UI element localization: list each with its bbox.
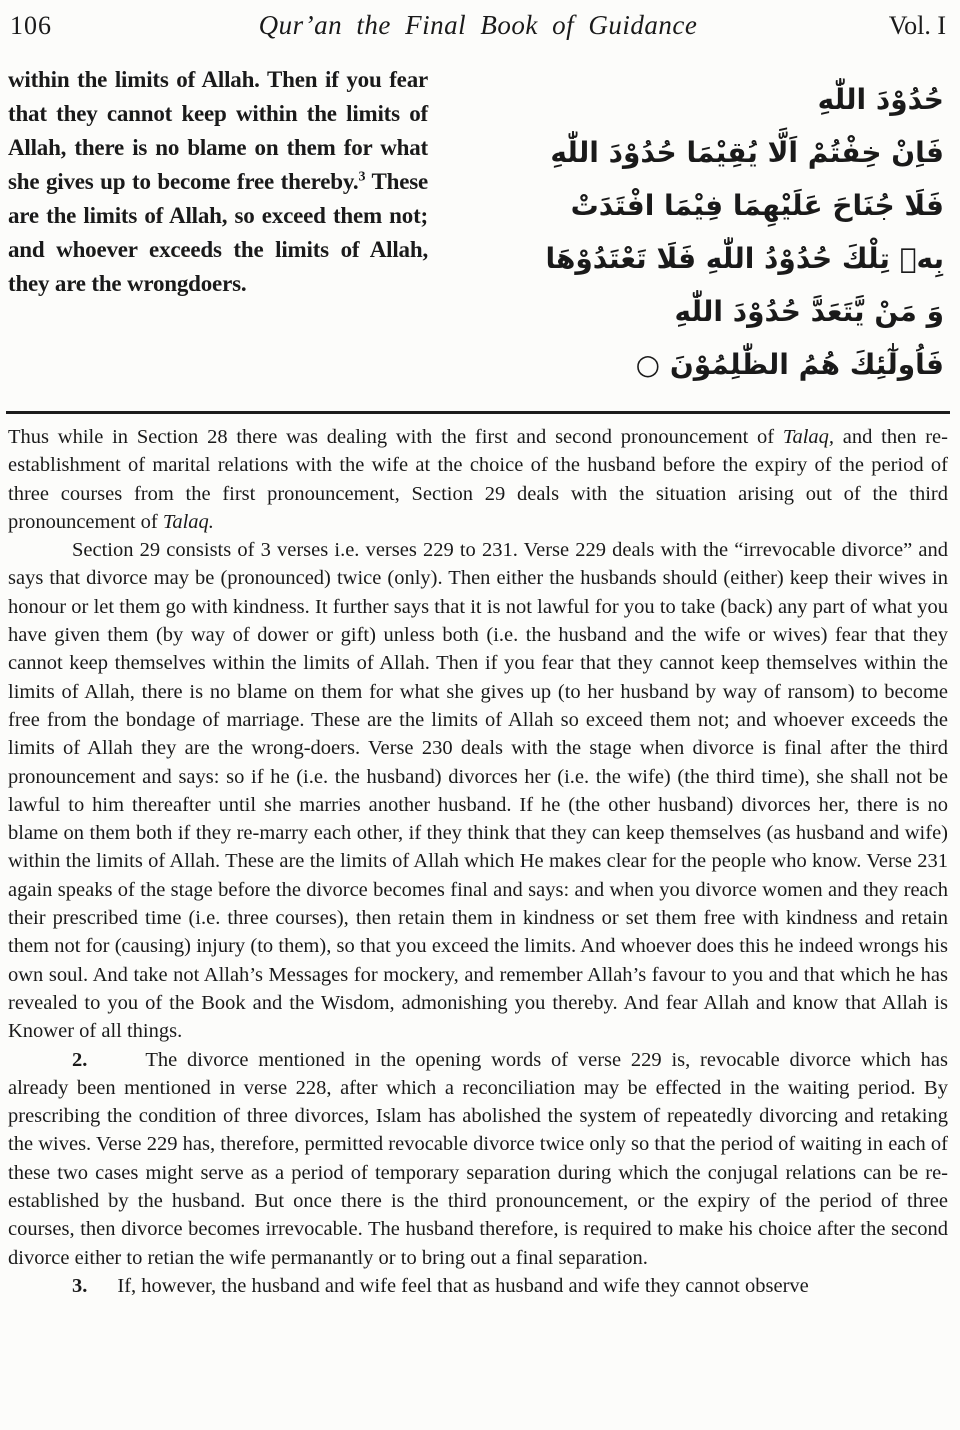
footnote-number: 3.	[72, 1274, 88, 1297]
italic-term-talaq: Talaq,	[782, 426, 835, 448]
commentary-paragraph-section-29: Section 29 consists of 3 verses i.e. verses 229 to 231. Verse 229 deals with the “irrevocable divorce” and says that divorce may be (pronounced) twice (only). Then either the husbands should (either) keep their wives in honour or let them go with kindness. It further says that it is not lawful for you to take (back) any part of what you have given them (by way of dower or gift) unless both (i.e. the husband and the wife or wives) fear that they cannot keep themselves within the limits of Allah. Then if you fear that they cannot keep themselves within the limits of Allah, there is no blame on them for what she gives up (to her husband by way of ransom) to become free from the bondage of marriage. These are the limits of Allah so exceed them not; and whoever exceeds the limits of Allah they are the wrong-doers. Verse 230 deals with the stage when divorce is final after the third pronouncement and says: so if he (i.e. the husband) divorces her (i.e. the wife) (the third time), she shall not be lawful to him thereafter until she marries another husband. If he (the other husband) divorces her, there is no blame on them both if they re-marry each other, if they think that they can keep themselves (as husband and wife) within the limits of Allah. These are the limits of Allah which He makes clear for the people who know. Verse 231 again speaks of the stage before the divorce becomes final and says: and when you divorce women and they reach their prescribed time (i.e. three courses), then retain them in kindness or set them free with kindness and retain them not for (causing) injury (to them), so that you exceed the limits. And whoever does this he indeed wrongs his own soul. And take not Allah’s Messages for mockery, and remember Allah’s favour to you and that which he has revealed to you of the Book and the Wisdom, admonishing you thereby. And fear Allah and know that Allah is Knower of all things.	[8, 539, 948, 1043]
footnote-text: The divorce mentioned in the opening words of verse 229 is, revocable divorce which has already been mentioned in verse 228, after which a reconciliation may be effected in the waiting period. By prescribing the condition of three divorces, Islam has abolished the system of repeatedly divorcing and retaking the wives. Verse 229 has, therefore, permitted revocable divorce twice only so that the period of waiting in each of these two cases might serve as a period of temporary separation during which the conjugal relations can be re-established by the husband. But once there is the third pronouncement, or the expiry of the period of three courses, then divorce becomes irrevocable. The husband therefore, is required to make his choice after the second divorce either to retian the wife permanantly or to bring out a final separation.	[8, 1048, 948, 1269]
arabic-verse-block	[428, 63, 960, 411]
commentary-text: Thus while in Section 28 there was dealing with the first and second pronouncement of	[8, 426, 783, 448]
arabic-verse-line: فَاُولٰٓئِكَ هُمُ الظّٰلِمُوْنَ ○	[635, 348, 944, 381]
section-divider-rule	[6, 411, 950, 414]
page-header	[0, 0, 960, 41]
footnote-reference-3: 3	[358, 169, 366, 185]
footnote-number: 2.	[72, 1048, 88, 1071]
verse-section	[0, 63, 960, 411]
arabic-verse-line: فَلَا جُنَاحَ عَلَيْهِمَا فِيْمَا افْتَدَتْ	[570, 189, 944, 222]
volume-label: Vol. I	[888, 11, 946, 40]
arabic-verse-line: حُدُوْدَ اللّٰهِ	[817, 83, 944, 116]
verse-translation-text: within the limits of Allah. Then if you fear that they cannot keep within the limits of Allah, there is no blame on them for what she gives up to become free thereby.	[8, 67, 428, 194]
arabic-verse-line: بِهٖ تِلْكَ حُدُوْدُ اللّٰهِ فَلَا تَعْتَدُوْهَا	[545, 242, 944, 275]
commentary-paragraph-intro	[8, 423, 948, 536]
verse-translation-text-continued: These are the limits of Allah, so exceed them not; and whoever exceeds the limits of Allah, they are the wrongdoers.	[8, 169, 429, 296]
italic-term-talaq: Talaq.	[162, 510, 214, 533]
footnote-text: If, however, the husband and wife feel that as husband and wife they cannot observe	[117, 1274, 809, 1297]
commentary-text: and then re-establishment of marital relations with the wife at the choice of the husband before the expiry of the period of three courses from the first pronouncement, Section 29 deals with the situation arising out of the third pronouncement of	[8, 426, 948, 533]
footnote-3	[8, 1272, 948, 1300]
footnote-2	[8, 1046, 948, 1272]
arabic-verse-line: وَ مَنْ يَّتَعَدَّ حُدُوْدَ اللّٰهِ	[674, 295, 944, 328]
page-number: 106	[10, 11, 52, 40]
book-title: Qur’an the Final Book of Guidance	[258, 10, 698, 40]
arabic-verse-line: فَاِنْ خِفْتُمْ اَلَّا يُقِيْمَا حُدُوْدَ اللّٰهِ	[550, 136, 944, 169]
commentary-body	[8, 423, 948, 1300]
verse-translation	[8, 63, 428, 411]
